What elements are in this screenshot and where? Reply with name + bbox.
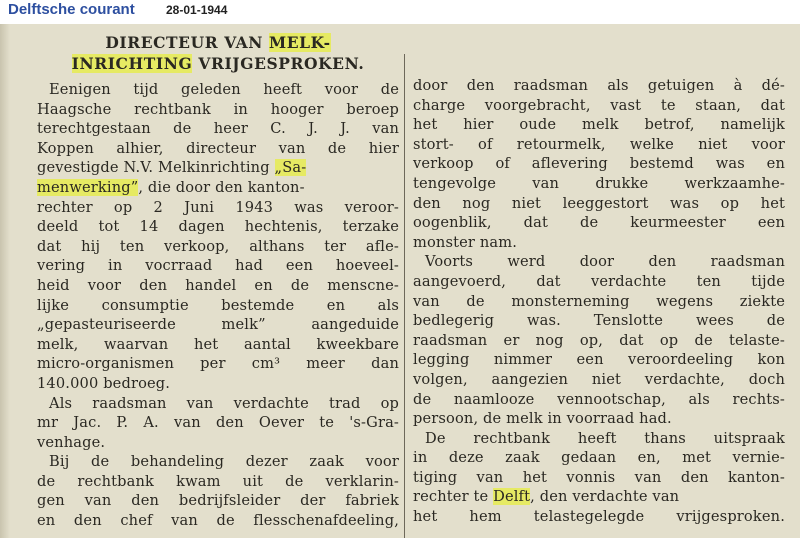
text-line: charge voorgebracht, vast te staan, dat bbox=[413, 96, 785, 114]
text-line: het hem telastegelegde vrijgesproken. bbox=[413, 508, 785, 526]
search-highlight: INRICHTING bbox=[71, 54, 193, 73]
text-line: oogenblik, dat de keurmeester een bbox=[413, 214, 785, 232]
text-line: persoon, de melk in voorraad had. bbox=[413, 410, 672, 428]
text-line: de rechtbank kwam uit de verklarin- bbox=[37, 472, 399, 490]
text-line: verkoop of aflevering bestemd was en bbox=[413, 155, 785, 173]
text-line: „gepasteuriseerde melk” aangeduide bbox=[37, 316, 399, 334]
text-line: deeld tot 14 dagen hechtenis, terzake bbox=[37, 218, 399, 236]
search-highlight: Delft bbox=[493, 488, 531, 506]
text-line: Als raadsman van verdachte trad op bbox=[49, 394, 399, 412]
text-line: tengevolge van drukke werkzaamhe- bbox=[413, 174, 785, 192]
text-line: lijke consumptie bestemde en als bbox=[37, 296, 399, 314]
text-line: door den raadsman als getuigen à dé- bbox=[413, 77, 785, 94]
column-divider bbox=[404, 54, 405, 538]
article-right-column bbox=[413, 76, 785, 527]
text-line: volgen, aangezien niet verdachte, doch bbox=[413, 370, 785, 388]
search-highlight: MELK- bbox=[269, 33, 331, 52]
text-line: 140.000 bedroeg. bbox=[37, 374, 171, 392]
text-line: legging nimmer een veroordeeling kon bbox=[413, 351, 785, 369]
text-line: Haagsche rechtbank in hooger beroep bbox=[37, 100, 399, 118]
page-header bbox=[0, 0, 800, 24]
text-line: het hier oude melk betrof, namelijk bbox=[413, 116, 785, 134]
text-line: raadsman er nog op, dat op de telaste- bbox=[413, 331, 785, 349]
text-line: van de monsterneming wegens ziekte bbox=[413, 292, 785, 310]
text-line: Voorts werd door den raadsman bbox=[425, 253, 785, 271]
publication-date: 28-01-1944 bbox=[166, 3, 228, 17]
text-line: Bij de behandeling dezer zaak voor bbox=[49, 453, 399, 471]
text-line: bedlegerig was. Tenslotte wees de bbox=[413, 312, 785, 330]
text-line: de naamlooze vennootschap, als rechts- bbox=[413, 390, 785, 408]
paper-edge-shadow bbox=[0, 24, 10, 538]
text-line: De rechtbank heeft thans uitspraak bbox=[425, 429, 785, 447]
text-line: monster nam. bbox=[413, 233, 518, 251]
text-line: micro-organismen per cm³ meer dan bbox=[37, 355, 399, 373]
search-highlight: menwerking” bbox=[37, 178, 139, 196]
text-line: gevestigde N.V. Melkinrichting „Sa- bbox=[37, 159, 307, 177]
text-line: terechtgestaan de heer C. J. J. van bbox=[37, 120, 399, 138]
newspaper-clipping bbox=[0, 24, 800, 538]
text-line: gen van den bedrijfsleider der fabriek bbox=[37, 492, 399, 510]
publication-name: Delftsche courant bbox=[8, 1, 135, 18]
text-line: mr Jac. P. A. van den Oever te 's-Gra- bbox=[37, 414, 399, 432]
text-line: den nog niet leeggestort was op het bbox=[413, 194, 785, 212]
text-line: melk, waarvan het aantal kweekbare bbox=[37, 335, 399, 353]
text-line: dat hij ten verkoop, althans ter afle- bbox=[37, 237, 399, 255]
search-highlight: „Sa- bbox=[274, 159, 307, 177]
article-left-column bbox=[37, 26, 399, 531]
text-line: stort- of retourmelk, welke niet voor bbox=[413, 135, 785, 153]
text-line: en den chef van de flesschenafdeeling, bbox=[37, 512, 399, 530]
text-line: aangevoerd, dat verdachte ten tijde bbox=[413, 272, 785, 290]
text-line: Koppen alhier, directeur van de hier bbox=[37, 139, 399, 157]
text-line: rechter op 2 Juni 1943 was veroor- bbox=[37, 198, 399, 216]
text-line: vering in vocrraad had een hoeveel- bbox=[37, 257, 399, 275]
text-line: venhage. bbox=[37, 433, 106, 451]
text-line: heid voor den handel en de menscne- bbox=[37, 276, 399, 294]
article-headline: DIRECTEUR VAN MELK- INRICHTING VRIJGESPROKEN. bbox=[71, 33, 365, 73]
text-line: menwerking”, die door den kanton- bbox=[37, 178, 305, 196]
text-line: rechter te Delft, den verdachte van bbox=[413, 488, 680, 506]
text-line: tiging van het vonnis van den kanton- bbox=[413, 468, 785, 486]
text-line: in deze zaak gedaan en, met vernie- bbox=[413, 449, 785, 467]
text-line: Eenigen tijd geleden heeft voor de bbox=[49, 81, 399, 98]
